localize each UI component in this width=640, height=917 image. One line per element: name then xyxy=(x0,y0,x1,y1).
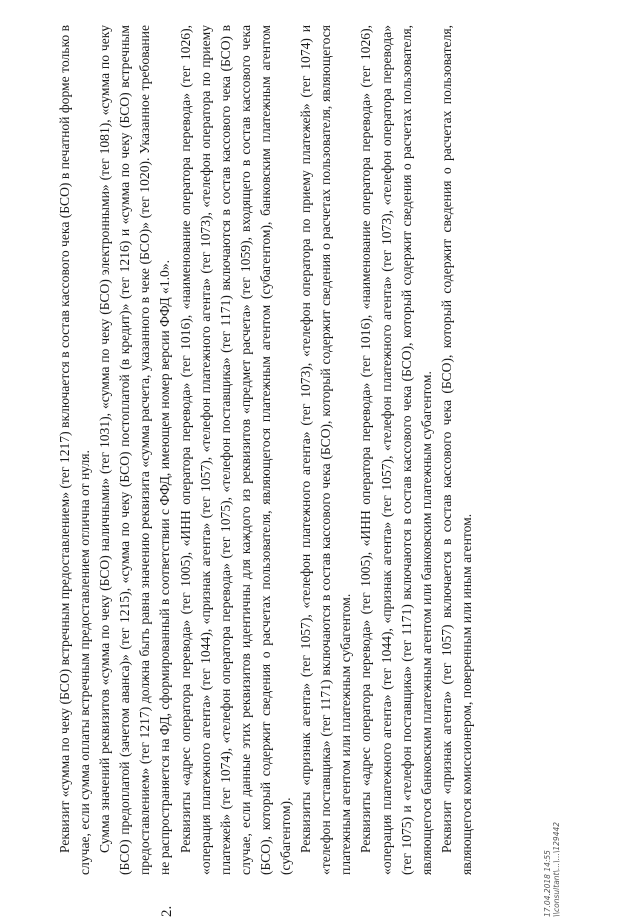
stamp-datetime: 17.04.2018 14:55 xyxy=(543,850,552,917)
stamp-path: \\consultant\...\...\129442 xyxy=(552,821,561,917)
paragraph-requisite-1217: Реквизит «сумма по чеку (БСО) встречным предоставлением» (тег 1217) включается в состав кассового чека (БСО) в печатной форме только в случае, если сумма оплаты встречным предоставлением отлична от нуля. xyxy=(57,25,93,875)
document-body xyxy=(55,25,477,875)
paragraph-sum-of-requisites: Сумма значений реквизитов «сумма по чеку (БСО) наличными» (тег 1031), «сумма по чеку (БСО) электронными» (тег 1081), «сумма по чеку (БСО) предоплатой (зачетом аванса)» (тег 1215), «сумма по чеку (БСО) постоплатой (в кредит)» (тег 1216) и «сумма по чеку (БСО) встречным предоставлением» (тег 1217) должна быть равна значению реквизита «сумма расчета, указанного в чеке (БСО)» (тег 1020). Указанное требование не распространяется на ФД, сформированный в соответствии с ФФД, имеющем номер версии ФФД «1.0». xyxy=(97,25,173,875)
paragraph-payment-agent-requisites: Реквизиты «признак агента» (тег 1057), «телефон платежного агента» (тег 1073), «телефон оператора по приему платежей» (тег 1074) и «телефон поставщика» (тег 1171) включаются в состав кассового чека (БСО), который содержит сведения о расчетах пользователя, являющегося платежным агентом или платежным субагентом. xyxy=(298,25,354,875)
paragraph-bank-payment-agent-requisites: Реквизиты «адрес оператора перевода» (тег 1005), «ИНН оператора перевода» (тег 1016), «наименование оператора перевода» (тег 1026), «операция платежного агента» (тег 1044), «признак агента» (тег 1057), «телефон платежного агента» (тег 1073), «телефон оператора перевода» (тег 1075) и «телефон поставщика» (тег 1171) включаются в состав кассового чека (БСО), который содержит сведения о расчетах пользователя, являющегося банковским платежным агентом или банковским платежным субагентом. xyxy=(358,25,434,875)
paragraph-transfer-operator-requisites: Реквизиты «адрес оператора перевода» (тег 1005), «ИНН оператора перевода» (тег 1016), «наименование оператора перевода» (тег 1026), «операция платежного агента» (тег 1044), «признак агента» (тег 1057), «телефон платежного агента» (тег 1073), «телефон оператора по приему платежей» (тег 1074), «телефон оператора перевода» (тег 1075), «телефон поставщика» (тег 1171) включаются в состав кассового чека (БСО) в случае, если данные этих реквизитов идентичны для каждого из реквизитов «предмет расчета» (тег 1059), входящего в состав кассового чека (БСО), который содержит сведения о расчетах пользователя, являющегося платежным агентом (субагентом), банковским платежным агентом (субагентом). xyxy=(177,25,294,875)
section-number: 2. xyxy=(159,905,175,917)
rotated-document-page xyxy=(55,25,561,917)
paragraph-agent-sign-requisite: Реквизит «признак агента» (тег 1057) включается в состав кассового чека (БСО), который содержит сведения о расчетах пользователя, являющегося комиссионером, поверенным или иным агентом. xyxy=(438,25,474,875)
print-stamp xyxy=(543,822,561,917)
